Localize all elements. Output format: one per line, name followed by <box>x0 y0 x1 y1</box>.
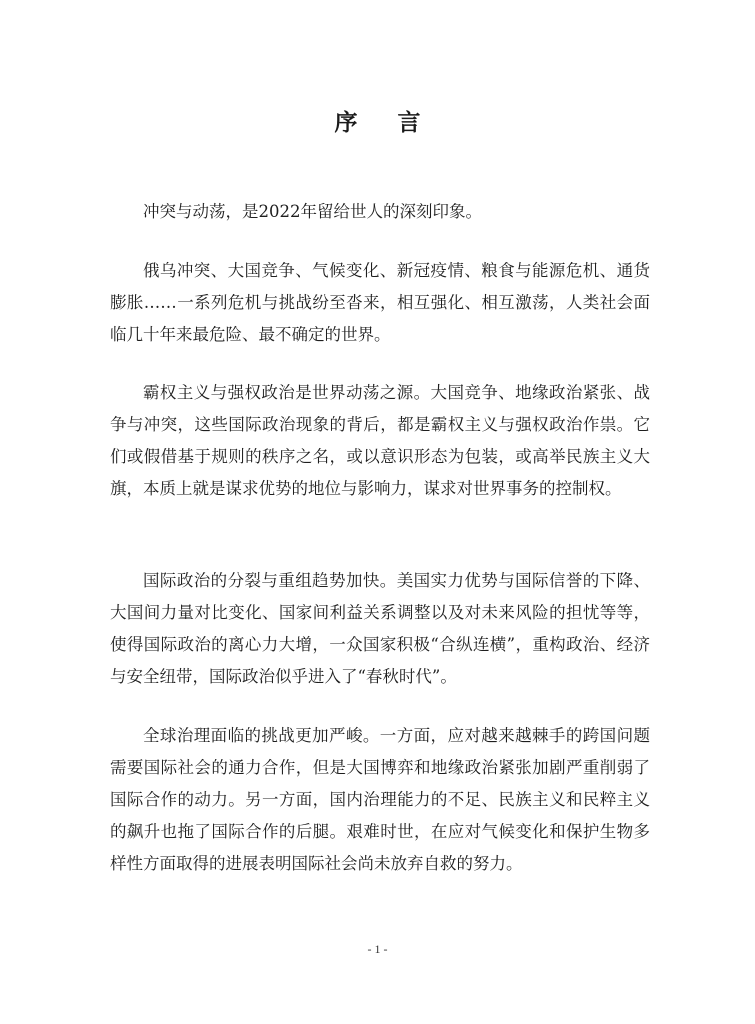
page-number: - 1 - <box>367 942 388 956</box>
paragraph-3: 霸权主义与强权政治是世界动荡之源。大国竞争、地缘政治紧张、战争与冲突，这些国际政治现象的背后，都是霸权主义与强权政治作祟。它们或假借基于规则的秩序之名，或以意识形态为包装，或高举民族主义大旗，本质上就是谋求优势的地位与影响力，谋求对世界事务的控制权。 <box>110 383 650 498</box>
paragraph-5: 全球治理面临的挑战更加严峻。一方面，应对越来越棘手的跨国问题需要国际社会的通力合作，但是大国博弈和地缘政治紧张加剧严重削弱了国际合作的动力。另一方面，国内治理能力的不足、民族主义和民粹主义的飙升也拖了国际合作的后腿。艰难时世，在应对气候变化和保护生物多样性方面取得的进展表明国际社会尚未放弃自救的努力。 <box>110 726 650 873</box>
paragraph-4: 国际政治的分裂与重组趋势加快。美国实力优势与国际信誉的下降、大国间力量对比变化、国家间利益关系调整以及对未来风险的担忧等等，使得国际政治的离心力大增，一众国家积极“合纵连横”，重构政治、经济与安全纽带，国际政治似乎进入了“春秋时代”。 <box>110 571 650 686</box>
paragraph-1: 冲突与动荡，是2022年留给世人的深刻印象。 <box>143 202 482 221</box>
paragraph-2: 俄乌冲突、大国竞争、气候变化、新冠疫情、粮食与能源危机、通货膨胀……一系列危机与挑战纷至沓来，相互强化、相互激荡，人类社会面临几十年来最危险、最不确定的世界。 <box>110 261 650 344</box>
page-title: 序 言 <box>334 110 437 136</box>
